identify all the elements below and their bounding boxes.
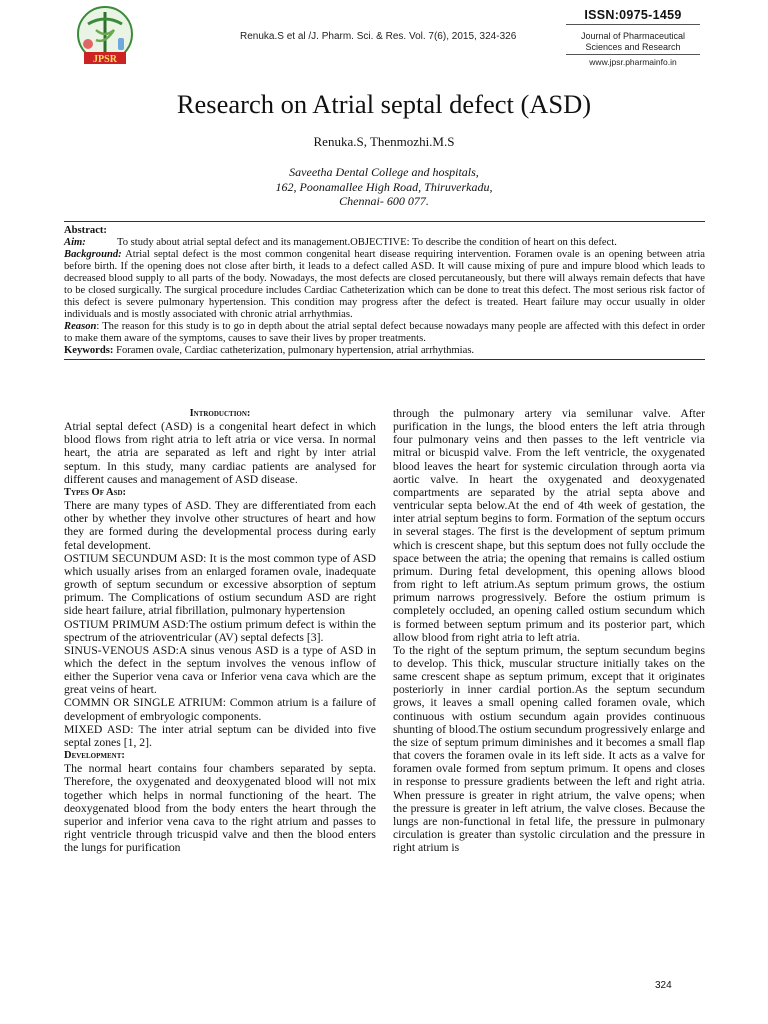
abstract-background	[64, 249, 705, 321]
body-right-column	[393, 407, 705, 854]
paper-title: Research on Atrial septal defect (ASD)	[176, 89, 592, 119]
keywords-text: Foramen ovale, Cardiac catheterization, pulmonary hypertension, atrial arrhythmias.	[113, 345, 475, 356]
journal-url[interactable]: www.jpsr.pharmainfo.in	[566, 54, 700, 67]
types-heading: Types Of Asd:	[64, 486, 127, 498]
journal-name-line2: Sciences and Research	[585, 41, 681, 52]
abstract-reason	[64, 321, 705, 345]
right-paragraph-1: through the pulmonary artery via semilunar valve. After purification in the lungs, the blood enters the left atria through four pulmonary veins and then passes to the left ventricle via mitral or bicuspid valve. From the left ventricle, the oxygenated blood leaves the heart for systemic circulation through aorta via aortic valve. In heart the oxygenated and deoxygenated compartments are separated by the atrial septa above and ventricular septa below.At the end of 4th week of gestation, the inter atrial septum begins to form. Formation of the septum occurs in several stages. The first is the development of septum primum which is crescent shape, but this septum does not fully occlude the space between the atria; the opening that remains is called ostium primum. During fetal development, this opening allows blood from right to left atrium.As septum primum grows, the ostium primum narrows progressively. Before the ostium primum is completely occluded, an opening called ostium secundum which is formed between septum primum and its posterior part, which allow blood from right atria to left atria.	[393, 407, 705, 644]
mixed-asd-paragraph: MIXED ASD: The inter atrial septum can be divided into five septal zones [1, 2].	[64, 722, 376, 749]
journal-name	[566, 31, 700, 52]
author-affiliation	[0, 165, 768, 209]
introduction-heading: Introduction:	[189, 408, 251, 419]
reason-text: : The reason for this study is to go in depth about the atrial septal defect because nowadays many people are affected with this defect in order to make them aware of the symptoms, causes to save their lives by proper treatments.	[64, 321, 705, 344]
keywords-label: Keywords:	[64, 345, 114, 356]
ostium-primum-paragraph: OSTIUM PRIMUM ASD:The ostium primum defect is within the spectrum of the atrioventricular (AV) septal defects [3].	[64, 617, 376, 644]
aim-label: Aim:	[64, 237, 86, 248]
abstract-aim	[64, 237, 705, 249]
background-text: Atrial septal defect is the most common congenital heart disease requiring intervention. Foramen ovale is an opening between atria before birth. If the opening does not close after birth, it leads to a defect called ASD. It will cause mixing of pure and impure blood which leads to decreased blood supply to all parts of the body. Nowadays, the most defects are closed percutaneously, but there will always remain defects that have to be closed surgically. The surgical procedure includes Cardiac Catheterization which can be done to treat this defect. The most serious risk factor of this defect is severe pulmonary hypertension. This condition may progress after the defect is treated. Heart failure may occur usually in older individuals and is mostly associated with chronic atrial arrhythmias.	[64, 249, 705, 320]
types-paragraph: There are many types of ASD. They are differentiated from each other by whether they involve other structures of heart and how they are formed during the developmental process during early fetal development.	[64, 499, 376, 552]
sinus-venous-paragraph: SINUS-VENOUS ASD:A sinus venous ASD is a type of ASD in which the defect in the septum involves the venous inflow of either the Superior vena cava or Inferior vena cava which are the great veins of heart.	[64, 643, 376, 697]
development-paragraph: The normal heart contains four chambers separated by septa. Therefore, the oxygenated and deoxygenated blood will not mix together which helps in normal functioning of the heart. The deoxygenated blood from the body enters the heart through the superior and inferior vena cava to the right atrium and passes to right ventricle through tricuspid valve and then the blood enters the lungs for purification	[64, 762, 376, 855]
page-number: 324	[655, 980, 672, 991]
running-head: Renuka.S et al /J. Pharm. Sci. & Res. Vol. 7(6), 2015, 324-326	[240, 31, 517, 42]
reason-label: Reason	[64, 321, 97, 332]
affiliation-line1: Saveetha Dental College and hospitals,	[289, 165, 479, 179]
journal-name-line1: Journal of Pharmaceutical	[580, 31, 686, 41]
affiliation-line2: 162, Poonamallee High Road, Thiruverkadu,	[275, 179, 493, 194]
ostium-secundum-paragraph: OSTIUM SECUNDUM ASD: It is the most common type of ASD which usually arises from an enlarged foramen ovale, inadequate growth of septum secundum or excessive absorption of septum primum. The Complications of ostium secundum ASD are right side heart failure, atrial fibrillation, pulmonary hypertension	[64, 551, 376, 618]
abstract-section	[64, 221, 705, 360]
body-left-column	[64, 407, 376, 854]
affiliation-line3: Chennai- 600 077.	[339, 194, 429, 208]
logo-text: JPSR	[93, 54, 117, 65]
right-paragraph-2: To the right of the septum primum, the septum secundum begins to develop. This thick, muscular structure initially takes on the same crescent shape as septum primum, except that it originates posteriorly in inner cardial portion.As the septum secundum grows, it leaves a small opening called foramen ovale, which continuous with ostium secundum again provides continuous shunting of blood.The ostium secundum progressively enlarge and the size of septum primum diminishes and it becomes a small flap that covers the foramen ovale in its left side. It acts as a valve for foramen ovale formed from septum primum. It opens and closes in response to pressure gradients between the left and right atria. When pressure is greater in right atrium, the valve opens; when the pressure is greater in left atrium, the valve closes. Because the lungs are non-functional in fetal life, the pressure in pulmonary circulation is greater than systolic circulation and the pressure in right atrium is	[393, 643, 705, 855]
abstract-heading: Abstract:	[64, 225, 107, 236]
background-label: Background:	[64, 249, 122, 260]
journal-masthead	[566, 8, 700, 67]
issn-label: ISSN:0975-1459	[566, 8, 700, 25]
abstract-keywords	[64, 345, 705, 357]
journal-logo	[74, 4, 136, 70]
aim-text: To study about atrial septal defect and its management.OBJECTIVE: To describe the condition of heart on this defect.	[117, 237, 617, 248]
development-heading: Development:	[64, 750, 125, 762]
common-atrium-paragraph: COMMN OR SINGLE ATRIUM: Common atrium is a failure of development of embryologic components.	[64, 696, 376, 723]
introduction-paragraph: Atrial septal defect (ASD) is a congenital heart defect in which blood flows from right atria to left atria or vice versa. In normal heart, the atria are separated as left and right by inter atrial septum. In this study, many cardiac patients are analysed for different causes and management of ASD disease.	[64, 420, 376, 486]
paper-authors: Renuka.S, Thenmozhi.M.S	[313, 134, 455, 149]
